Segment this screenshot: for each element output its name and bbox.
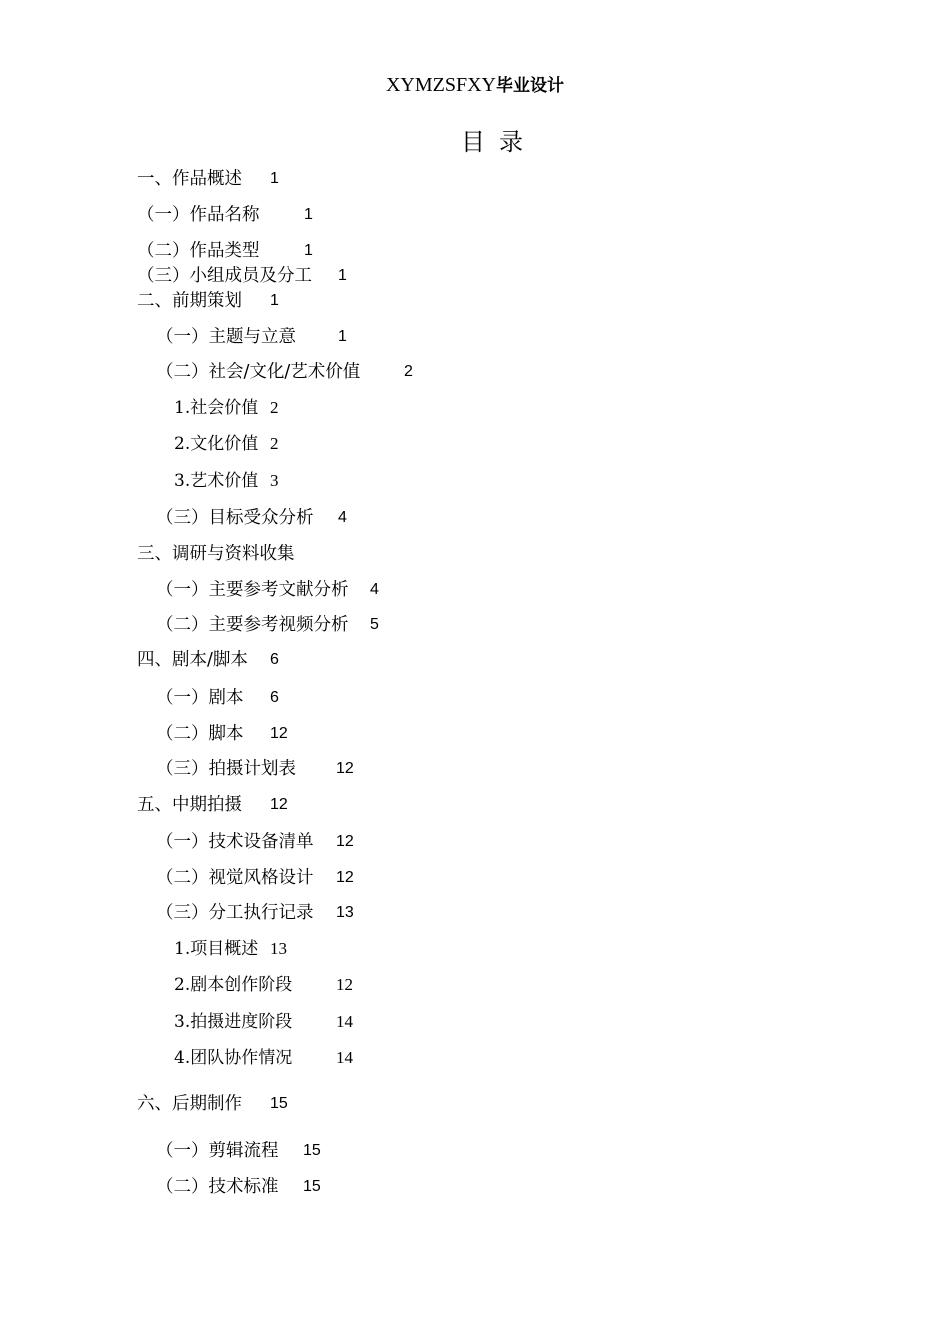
toc-entry-page: 13 (336, 904, 354, 921)
toc-entry[interactable] (156, 506, 347, 530)
toc-entry[interactable] (156, 722, 288, 746)
toc-entry-text: （二）脚本 (156, 724, 244, 744)
toc-entry-text: （一）主题与立意 (156, 327, 296, 347)
toc-entry-page: 5 (370, 616, 379, 633)
toc-entry-text: （二）作品类型 (137, 241, 260, 261)
header-code: XYMZSFXY (385, 74, 497, 96)
toc-entry-text: （一）作品名称 (137, 205, 260, 225)
toc-entry-page: 12 (270, 796, 288, 813)
toc-entry[interactable] (174, 937, 287, 961)
toc-entry-page: 1 (304, 242, 313, 259)
toc-entry-text: （三）目标受众分析 (156, 508, 314, 528)
toc-entry-page: 13 (270, 939, 287, 958)
toc-entry[interactable] (137, 542, 295, 566)
toc-entry-text: 六、后期制作 (137, 1094, 242, 1114)
toc-entry-text: （三）分工执行记录 (156, 903, 314, 923)
toc-entry-page: 1 (270, 170, 279, 187)
toc-entry-text: （二）主要参考视频分析 (156, 615, 349, 635)
toc-entry-page: 14 (336, 1048, 353, 1067)
toc-entry[interactable] (137, 167, 279, 191)
toc-entry-text: （一）剧本 (156, 688, 244, 708)
document-header (0, 70, 950, 100)
toc-entry-text: 1.社会价值 (174, 398, 259, 418)
toc-entry-text: 2.文化价值 (174, 434, 259, 454)
toc-entry-page: 12 (336, 975, 353, 994)
toc-entry[interactable] (137, 648, 279, 672)
toc-entry-text: （三）小组成员及分工 (137, 266, 312, 286)
toc-entry[interactable] (156, 613, 379, 637)
toc-entry[interactable] (137, 203, 313, 227)
toc-entry-text: （一）剪辑流程 (156, 1141, 279, 1161)
toc-entry-text: 2.剧本创作阶段 (174, 975, 293, 995)
toc-entry[interactable] (174, 1046, 353, 1070)
toc-entry-page: 4 (338, 509, 347, 526)
toc-entry-page: 1 (304, 206, 313, 223)
toc-entry[interactable] (174, 432, 279, 456)
toc-entry-text: 四、剧本/脚本 (137, 650, 248, 670)
toc-entry-page: 15 (270, 1095, 288, 1112)
toc-entry-text: 三、调研与资料收集 (137, 544, 295, 564)
toc-entry-page: 15 (303, 1178, 321, 1195)
toc-entry-page: 1 (270, 292, 279, 309)
toc-entry-page: 14 (336, 1012, 353, 1031)
toc-entry-text: （二）社会/文化/艺术价值 (156, 362, 361, 382)
toc-entry-text: （一）主要参考文献分析 (156, 580, 349, 600)
toc-entry-text: 一、作品概述 (137, 169, 242, 189)
toc-entry[interactable] (174, 396, 279, 420)
toc-entry-page: 15 (303, 1142, 321, 1159)
toc-entry-page: 2 (270, 398, 279, 417)
toc-title: 目录 (461, 128, 537, 156)
toc-entry[interactable] (137, 793, 288, 817)
toc-entry-text: 1.项目概述 (174, 939, 259, 959)
toc-entry[interactable] (156, 830, 354, 854)
toc-entry[interactable] (137, 1092, 288, 1116)
toc-entry[interactable] (174, 469, 279, 493)
toc-entry[interactable] (156, 866, 354, 890)
toc-entry-page: 2 (404, 363, 413, 380)
toc-entry[interactable] (137, 264, 347, 288)
toc-entry[interactable] (156, 686, 279, 710)
toc-entry-text: 五、中期拍摄 (137, 795, 242, 815)
toc-entry-page: 12 (336, 760, 354, 777)
toc-entry[interactable] (156, 901, 354, 925)
toc-entry-page: 12 (270, 725, 288, 742)
toc-entry[interactable] (174, 973, 353, 997)
toc-entry-text: 3.艺术价值 (174, 471, 259, 491)
toc-entry-page: 12 (336, 833, 354, 850)
toc-entry-page: 1 (338, 328, 347, 345)
toc-entry-text: 4.团队协作情况 (174, 1048, 293, 1068)
toc-entry[interactable] (156, 1175, 321, 1199)
toc-entry[interactable] (156, 578, 379, 602)
toc-entry[interactable] (174, 1010, 353, 1034)
header-subtitle: 毕业设计 (496, 76, 565, 96)
toc-entry[interactable] (137, 239, 313, 263)
toc-entry[interactable] (156, 360, 413, 384)
toc-entry[interactable] (156, 757, 354, 781)
toc-entry-page: 6 (270, 651, 279, 668)
toc-entry-page: 2 (270, 434, 279, 453)
toc-entry[interactable] (156, 1139, 321, 1163)
toc-entry-page: 1 (338, 267, 347, 284)
toc-entry-text: （二）视觉风格设计 (156, 868, 314, 888)
toc-entry-page: 4 (370, 581, 379, 598)
toc-entry-text: （三）拍摄计划表 (156, 759, 296, 779)
toc-entry[interactable] (137, 289, 279, 313)
toc-entry-page: 6 (270, 689, 279, 706)
toc-entry-text: 3.拍摄进度阶段 (174, 1012, 293, 1032)
toc-entry-text: 二、前期策划 (137, 291, 242, 311)
toc-entry-page: 12 (336, 869, 354, 886)
toc-entry-text: （二）技术标准 (156, 1177, 279, 1197)
toc-entry[interactable] (156, 325, 347, 349)
toc-entry-text: （一）技术设备清单 (156, 832, 314, 852)
toc-entry-page: 3 (270, 471, 279, 490)
